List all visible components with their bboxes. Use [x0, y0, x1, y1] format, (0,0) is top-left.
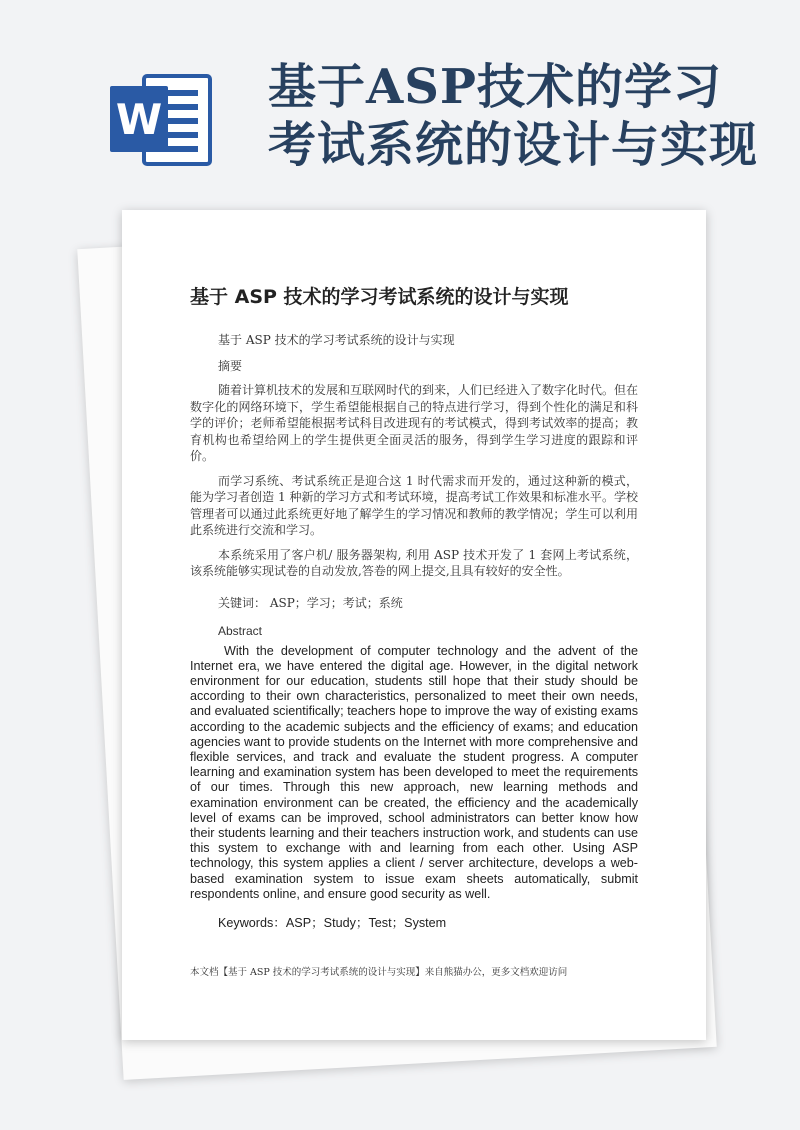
banner-title-line-1: 基于ASP技术的学习 — [268, 59, 723, 115]
word-icon-letter: W — [115, 95, 163, 144]
document-title: 基于 ASP 技术的学习考试系统的设计与实现 — [190, 286, 569, 308]
abstract-heading-cn: 摘要 — [218, 359, 243, 373]
document-body — [190, 330, 638, 932]
document-page — [122, 210, 706, 1040]
abstract-paragraph-cn-3: 本系统采用了客户机/ 服务器架构, 利用 ASP 技术开发了 1 套网上考试系统，该系统能够实现试卷的自动发放,答卷的网上提交,且具有较好的安全性。 — [190, 547, 638, 578]
document-subtitle: 基于 ASP 技术的学习考试系统的设计与实现 — [218, 333, 455, 347]
abstract-heading-en: Abstract — [218, 623, 263, 638]
document-footer: 本文档【基于 ASP 技术的学习考试系统的设计与实现】来自熊猫办公，更多文档欢迎访问 — [190, 967, 568, 978]
banner-title — [268, 58, 758, 174]
word-document-icon — [108, 70, 214, 170]
abstract-paragraph-en: With the development of computer technology and the advent of the Internet era, we have entered the digital age. However, in the digital network environment for our education, students still hope that their study should be according to their own characteristics, personalized to meet their own needs, and evaluated scientifically; teachers hope to improve the way of existing exams according to the academic subjects and the efficiency of exams; and education agencies want to provide students on the Internet with more comprehensive and flexible services, and track and evaluate the student progress. A computer learning and examination system has been developed to meet the requirements of our times. Through this new approach, new learning methods and examination environment can be created, the efficiency and the academically level of exams can be improved, school administrators can better know how their students learning and their teachers instruction work, and students can use this system to exchange with and learning from each other. Using ASP technology, this system applies a client / server architecture, develops a web-based examination system to issue exam sheets automatically, submit respondents online, and ensure good security as well. — [190, 643, 638, 901]
abstract-paragraph-cn-1: 随着计算机技术的发展和互联网时代的到来，人们已经进入了数字化时代。但在数字化的网络环境下，学生希望能根据自己的特点进行学习，得到个性化的满足和科学的评价；老师希望能根据考试科目改进现有的考试模式，得到考试效率的提高；教育机构也希望给网上的学生提供更全面灵活的服务，得到学生学习进度的跟踪和评价。 — [190, 383, 639, 463]
banner-title-line-2: 考试系统的设计与实现 — [268, 117, 759, 173]
keywords-cn: 关键词： ASP；学习；考试；系统 — [218, 595, 403, 610]
keywords-en: Keywords：ASP；Study；Test；System — [218, 915, 447, 930]
abstract-paragraph-cn-2: 而学习系统、考试系统正是迎合这 1 时代需求而开发的，通过这种新的模式，能为学习者创造 1 种新的学习方式和考试环境，提高考试工作效果和标准水平。学校管理者可以通过此系统更好地了解学生的学习情况和教师的教学情况；学生可以利用此系统进行交流和学习。 — [190, 473, 638, 537]
